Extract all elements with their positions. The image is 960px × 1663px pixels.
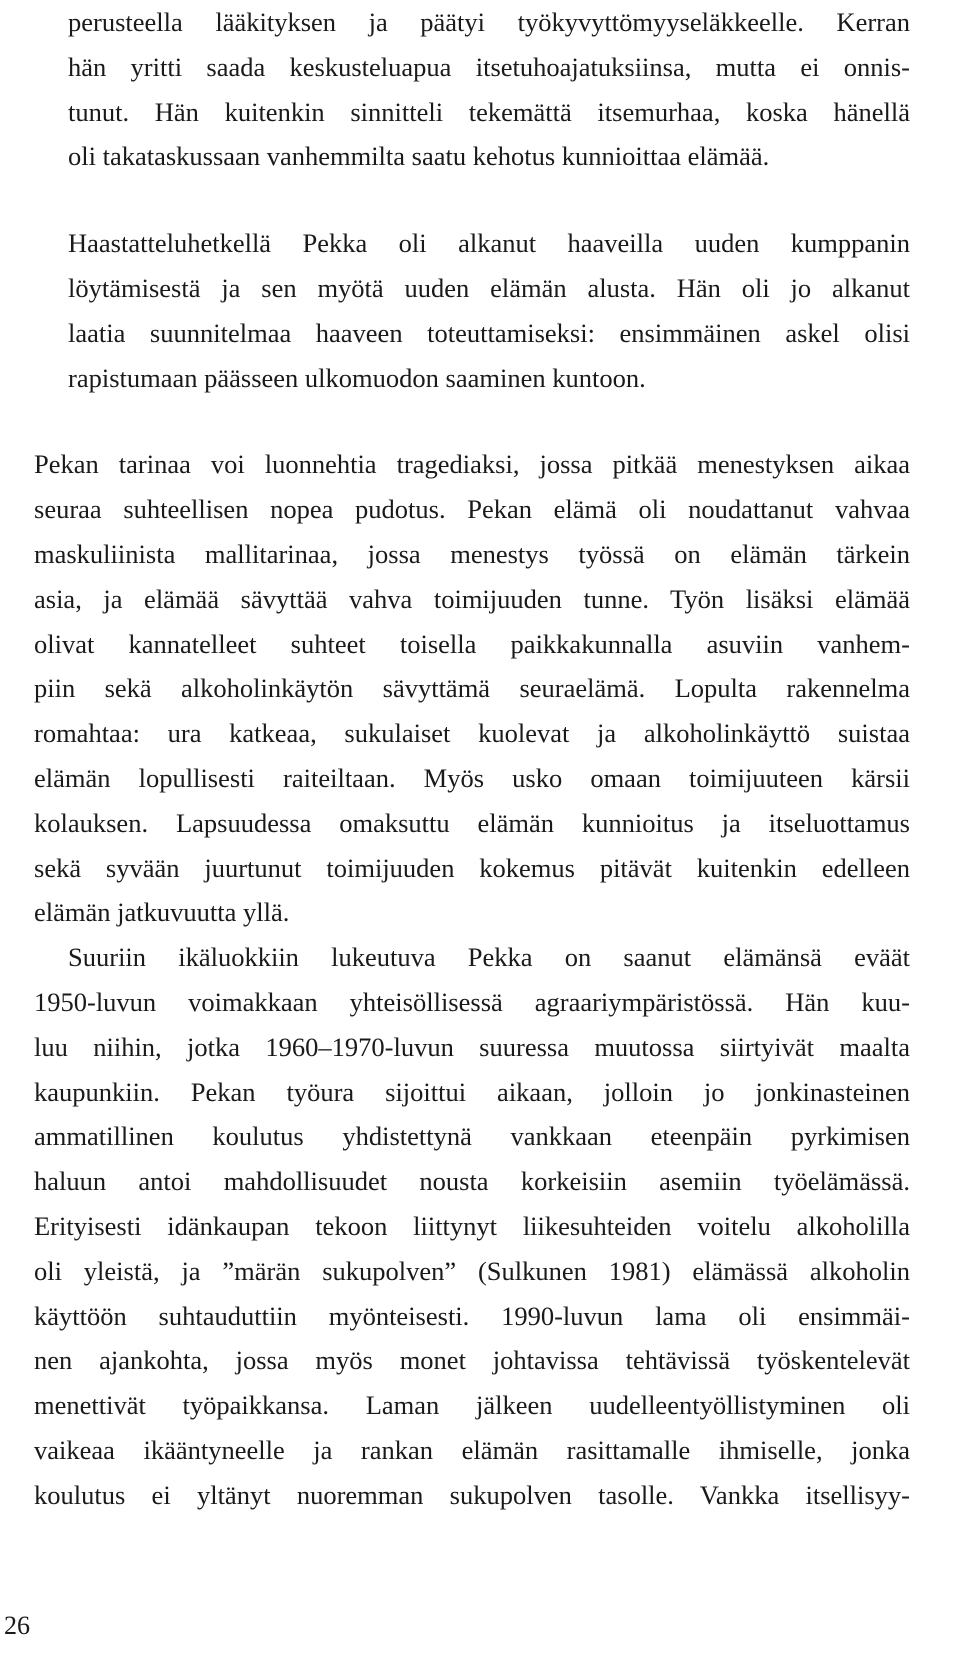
text-line: seuraa suhteellisen nopea pudotus. Pekan elämä oli noudattanut vahvaa: [34, 494, 910, 525]
text-line: sekä syvään juurtunut toimijuuden kokemus pitävät kuitenkin edelleen: [34, 852, 910, 883]
text-line: oli takataskussaan vanhemmilta saatu kehotus kunnioittaa elämää.: [68, 141, 770, 172]
text-line: maskuliinista mallitarinaa, jossa menestys työssä on elämän tärkein: [34, 538, 910, 569]
text-line: oli yleistä, ja ”märän sukupolven” (Sulkunen 1981) elämässä alkoholin: [34, 1255, 910, 1286]
text-line: koulutus ei yltänyt nuoremman sukupolven tasolle. Vankka itsellisyy-: [34, 1479, 910, 1510]
page-number: 26: [4, 1611, 30, 1640]
text-line: romahtaa: ura katkeaa, sukulaiset kuolevat ja alkoholinkäyttö suistaa: [34, 718, 910, 749]
text-line: nen ajankohta, jossa myös monet johtavissa tehtävissä työskentelevät: [34, 1345, 910, 1376]
block-gap: [34, 179, 910, 221]
text-line: hän yritti saada keskusteluapua itsetuhoajatuksiinsa, mutta ei onnis-: [68, 51, 910, 82]
text-line: Suuriin ikäluokkiin lukeutuva Pekka on saanut elämänsä eväät: [68, 942, 910, 973]
text-line: luu niihin, jotka 1960–1970-luvun suuressa muutossa siirtyivät maalta: [34, 1031, 910, 1062]
text-line: elämän jatkuvuutta yllä.: [34, 897, 290, 928]
text-line: laatia suunnitelmaa haaveen toteuttamiseksi: ensimmäinen askel olisi: [68, 317, 910, 348]
paragraph-body: [34, 442, 910, 935]
text-line: kaupunkiin. Pekan työura sijoittui aikaan, jolloin jo jonkinasteinen: [34, 1076, 910, 1107]
block-gap: [34, 400, 910, 442]
text-line: vaikeaa ikääntyneelle ja rankan elämän rasittamalle ihmiselle, jonka: [34, 1434, 910, 1465]
text-line: 1950-luvun voimakkaan yhteisöllisessä agraariympäristössä. Hän kuu-: [34, 986, 910, 1017]
text-line: tunut. Hän kuitenkin sinnitteli tekemättä itsemurhaa, koska hänellä: [68, 96, 910, 127]
text-line: löytämisestä ja sen myötä uuden elämän alusta. Hän oli jo alkanut: [68, 272, 910, 303]
text-line: perusteella lääkityksen ja päätyi työkyvyttömyyseläkkeelle. Kerran: [68, 7, 910, 37]
paragraph-continued: [34, 0, 910, 179]
text-line: kolauksen. Lapsuudessa omaksuttu elämän kunnioitus ja itseluottamus: [34, 807, 910, 838]
text-line: käyttöön suhtauduttiin myönteisesti. 1990-luvun lama oli ensimmäi-: [34, 1300, 910, 1331]
text-line: ammatillinen koulutus yhdistettynä vankkaan eteenpäin pyrkimisen: [34, 1121, 910, 1152]
text-line: asia, ja elämää sävyttää vahva toimijuuden tunne. Työn lisäksi elämää: [34, 583, 910, 614]
text-line: Pekan tarinaa voi luonnehtia tragediaksi, jossa pitkää menestyksen aikaa: [34, 449, 910, 480]
text-line: haluun antoi mahdollisuudet nousta korkeisiin asemiin työelämässä.: [34, 1166, 910, 1197]
text-line: piin sekä alkoholinkäytön sävyttämä seuraelämä. Lopulta rakennelma: [34, 673, 910, 704]
paragraph-indented-quote: [34, 221, 910, 400]
text-line: elämän lopullisesti raiteiltaan. Myös usko omaan toimijuuteen kärsii: [34, 762, 910, 793]
text-line: Erityisesti idänkaupan tekoon liittynyt liikesuhteiden voitelu alkoholilla: [34, 1210, 910, 1241]
paragraph-body: [34, 935, 910, 1517]
text-line: Haastatteluhetkellä Pekka oli alkanut haaveilla uuden kumppanin: [68, 228, 910, 259]
text-line: menettivät työpaikkansa. Laman jälkeen uudelleentyöllistyminen oli: [34, 1390, 910, 1421]
document-page: [34, 0, 910, 1518]
text-line: rapistumaan päässeen ulkomuodon saaminen kuntoon.: [68, 362, 646, 393]
text-line: olivat kannatelleet suhteet toisella paikkakunnalla asuviin vanhem-: [34, 628, 910, 659]
